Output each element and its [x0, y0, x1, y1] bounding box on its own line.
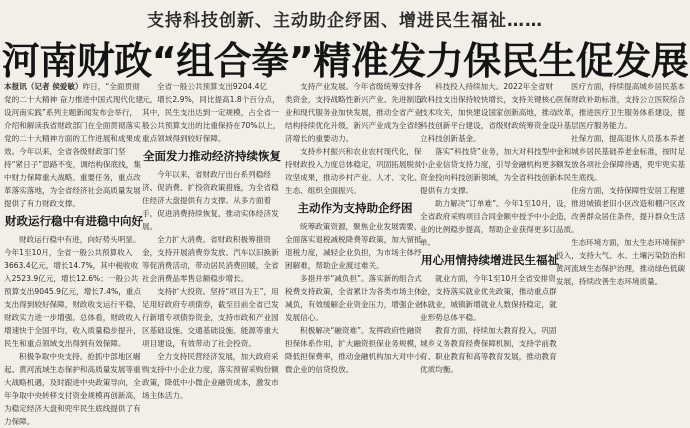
section-heading: 用心用情持续增进民生福祉 — [421, 253, 559, 267]
article-headline: 河南财政“组合拳”精准发力保民生促发展 — [1, 39, 689, 83]
body-paragraph: 社保方面，提高退休人员基本养老金和城乡居民基础养老金标准，按时足额发放各项社会保障待遇，兜牢兜实基本民生底线。 — [556, 134, 686, 182]
article-column-3 — [285, 80, 425, 411]
body-paragraph: 全力支持民营经济发展，加大政府采购支持中小企业力度，落实预留采购份额政策，降低中小微企业融资成本，激发市场主体活力。 — [142, 352, 279, 400]
body-paragraph: 全力扩大消费。省财政积极筹措资金，支持开展消费券发放、汽车以旧换新等促消费活动，带动居民消费回暖，全省社会消费品零售总额稳步增长。 — [142, 235, 279, 283]
section-heading: 财政运行稳中有进稳中向好 — [5, 214, 143, 228]
body-paragraph: 教育方面，持续加大教育投入，巩固城乡义务教育经费保障机制，支持学前教育、职业教育和高等教育发展，推动教育优质均衡。 — [420, 326, 557, 374]
body-paragraph: 支持产业发展。今年省级统筹安排各类资金，支持战略性新兴产业、先进制造业和现代服务业加快发展，推动全省产业结构持续优化升级，新兴产业成为全省经济增长的重要动力。 — [285, 82, 422, 143]
section-heading: 全面发力推动经济持续恢复 — [143, 149, 281, 163]
body-paragraph: 积极争取中央支持。抢抓中部地区崛起、黄河流域生态保护和高质量发展等重大战略机遇，及时跟进中央政策导向，全年争取中央转移支付资金规模再创新高，为稳定经济大盘和兜牢民生底线提供了有力保障。 — [4, 352, 141, 426]
article-kicker: 支持科技创新、主动助企纾困、增进民生福祉…… — [147, 11, 543, 31]
body-paragraph: 多措并举“减负担”。落实新的组合式税费支持政策，全省累计为各类市场主体减负，有效缓解企业资金压力，增强企业发展信心。 — [285, 274, 422, 322]
body-paragraph: 生态环境方面，加大生态环境保护投入，支持大气、水、土壤污染防治和黄河流域生态保护治理，推动绿色低碳发展，持续改善生态环境质量。 — [556, 238, 686, 286]
body-paragraph: 今年以来，省财政厅出台系列稳经济、促消费、扩投资政策措施，为全省稳住经济大盘提供有力支撑。从多方面着手，促进消费持续恢复，推动实体经济发展。 — [142, 170, 279, 231]
body-paragraph: 助力解决“订单难”。今年1至10月，全省政府采购项目合同金额中授予中小企业的比例稳步提高，帮助企业获得更多订单。 — [420, 199, 557, 247]
article-column-2 — [142, 80, 282, 411]
body-paragraph: 科技投入持续加大。2022年全省财政科技支出保持较快增长，支持关键核心技术攻关，加快建设国家创新高地，推动科技创新平台建设，省级财政统筹资金设立科技创新基金。 — [420, 82, 557, 143]
article-column-4 — [420, 80, 560, 411]
lead-text: 昨日，“全面贯彻党的二十大精神 奋力推进中国式现代化建设河南实践”系列主题新闻发布会举行，介绍和解读我省财政部门在全面贯彻落实党的二十大精神方面的工作进展和成果成效。今年以来，全省各级财政部门坚持“紧日子”思路不变，调结构保底线，集中财力保障重大战略、重要任务，重点改革落实落地，为全省经济社会高质量发展提供了有力财政支撑。 — [4, 82, 144, 208]
body-paragraph: 全省一般公共预算支出9204.4亿元，增长2.9%，同比提高1.8个百分点，其中，民生支出达到一定规模，占全省一般公共预算支出的比重保持在70%以上，重点领域得到较好保障。 — [142, 82, 281, 143]
body-paragraph: 积极解决“融资难”。发挥政府性融资担保体系作用，扩大融资担保业务规模，降低担保费率，推动金融机构加大对中小微企业的信贷投放。 — [285, 326, 422, 374]
body-paragraph: 支持乡村振兴和农业农村现代化，保持财政投入力度总体稳定，巩固拓展脱贫攻坚成果，推动乡村产业、人才、文化、生态、组织全面振兴。 — [285, 147, 422, 195]
body-paragraph: 就业方面，今年1至10月全省安排资金，支持落实就业优先政策，推动重点群体就业，城镇新增就业人数保持稳定，就业形势总体平稳。 — [420, 274, 557, 322]
section-heading: 主动作为支持助企纾困 — [297, 201, 413, 215]
body-paragraph: 财政运行稳中有进，向好势头明显。今年1至10月，全省一般公共预算收入3663.4亿元，增长14.7%，其中税收收入2523.9亿元，增长12.6%；一般公共预算支出9045.9亿元，增长7.4%，重点支出得到较好保障，财政收支运行平稳，财政实力进一步增强。总体看，财政收入增速快于全国平均，收入质量稳步提升，民生和重点领域支出得到有效保障。 — [4, 235, 141, 348]
body-paragraph: 住房方面，支持保障性安居工程建设，推进城镇老旧小区改造和棚户区改造，改善群众居住条件，提升群众生活品质。 — [556, 186, 686, 234]
article-byline: 本报讯（记者 侯爱敏） — [4, 82, 83, 91]
article-column-1 — [4, 80, 144, 426]
article-lead-paragraph — [4, 80, 144, 210]
body-paragraph: 医疗方面，持续提高城乡居民基本医保财政补助标准，支持公立医院综合改革，推进医疗卫生服务体系建设，提升基层医疗服务能力。 — [556, 82, 686, 130]
article-column-5 — [556, 80, 688, 411]
body-paragraph: 统筹政策资源，聚焦企业发展需要，全面落实退税减税降费等政策，加大留抵退税力度，减轻企业负担，为市场主体纾困解难，帮助企业渡过难关。 — [285, 222, 422, 270]
body-paragraph: 支持扩大投资。坚持“项目为王”，用足用好政府专项债券，截至目前全省已发行新增专项债券资金，支持市政和产业园区基础设施、交通基础设施、能源等重大项目建设，有效带动了社会投资。 — [142, 287, 279, 348]
body-paragraph: 落实“科技贷”业务，加大对科技型中小企业信贷支持力度，引导金融机构更多资金投向科技创新领域，为全省科技创新提供有力支撑。 — [420, 147, 557, 195]
